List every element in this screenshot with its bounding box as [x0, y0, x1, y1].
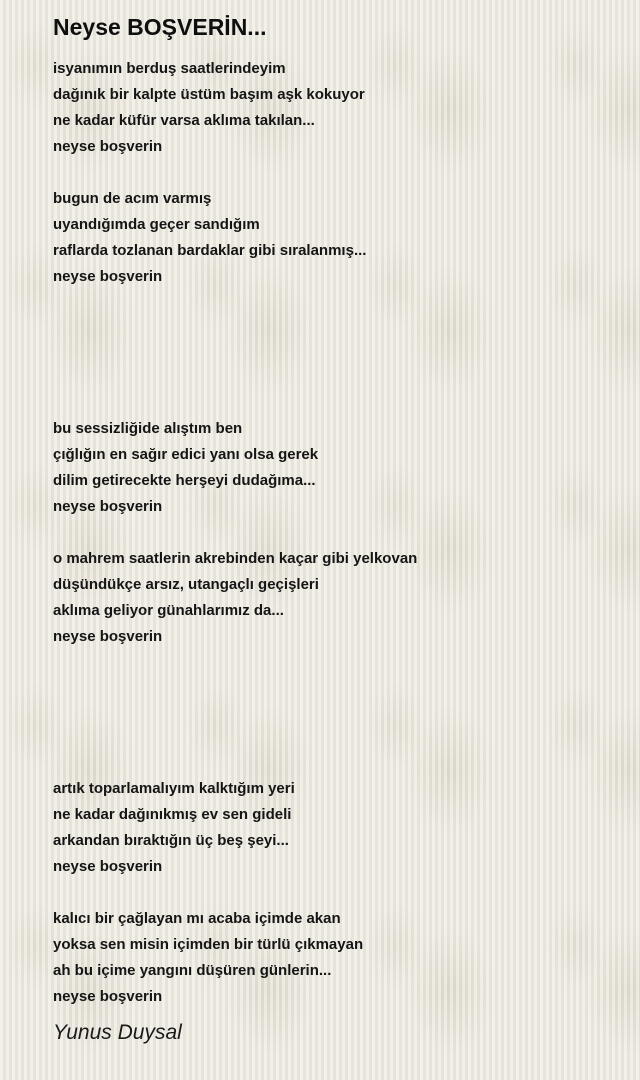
stanza-5 — [53, 776, 613, 880]
poem-line: bugun de acım varmış — [53, 190, 212, 207]
poem-line: neyse boşverin — [53, 138, 163, 155]
poem-line: neyse boşverin — [53, 268, 163, 285]
poem-line: ne kadar dağınıkmış ev sen gideli — [53, 806, 292, 823]
poem-container — [53, 12, 613, 1048]
poem-line: artık toparlamalıyım kalktığım yeri — [53, 780, 295, 797]
poem-line: isyanımın berduş saatlerindeyim — [53, 60, 286, 77]
poem-line: bu sessizliğide alıştım ben — [53, 420, 243, 437]
stanza-6 — [53, 906, 613, 1010]
poem-line: ah bu içime yangını düşüren günlerin... — [53, 962, 332, 979]
stanza-4 — [53, 546, 613, 650]
poem-line: ne kadar küfür varsa aklıma takılan... — [53, 112, 315, 129]
poem-line: o mahrem saatlerin akrebinden kaçar gibi yelkovan — [53, 550, 418, 567]
poem-title: Neyse BOŞVERİN... — [53, 14, 267, 40]
poem-line: çığlığın en sağır edici yanı olsa gerek — [53, 446, 319, 463]
section-spacer — [53, 290, 613, 416]
poem-line: düşündükçe arsız, utangaçlı geçişleri — [53, 576, 319, 593]
poem-line: dağınık bir kalpte üstüm başım aşk kokuyor — [53, 86, 365, 103]
stanza-spacer — [53, 160, 613, 186]
poem-line: neyse boşverin — [53, 988, 163, 1005]
poem-line: neyse boşverin — [53, 498, 163, 515]
poem-line: raflarda tozlanan bardaklar gibi sıralanmış... — [53, 242, 367, 259]
stanza-spacer — [53, 520, 613, 546]
poem-line: aklıma geliyor günahlarımız da... — [53, 602, 284, 619]
section-spacer — [53, 650, 613, 776]
poem-line: neyse boşverin — [53, 858, 163, 875]
poem-line: uyandığımda geçer sandığım — [53, 216, 260, 233]
poem-line: neyse boşverin — [53, 628, 163, 645]
poem-line: kalıcı bir çağlayan mı acaba içimde akan — [53, 910, 341, 927]
stanza-1 — [53, 56, 613, 160]
stanza-2 — [53, 186, 613, 290]
stanza-3 — [53, 416, 613, 520]
poem-line: yoksa sen misin içimden bir türlü çıkmayan — [53, 936, 364, 953]
poem-line: dilim getirecekte herşeyi dudağıma... — [53, 472, 316, 489]
poem-line: arkandan bıraktığın üç beş şeyi... — [53, 832, 289, 849]
stanza-spacer — [53, 880, 613, 906]
poem-author: Yunus Duysal — [53, 1021, 182, 1044]
